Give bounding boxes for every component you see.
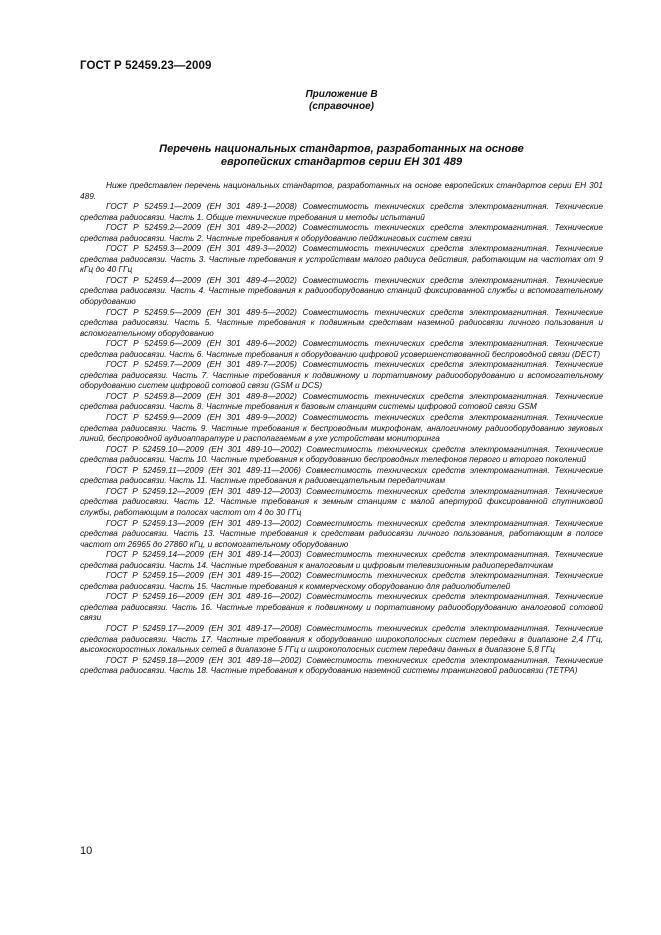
standard-entry: ГОСТ Р 52459.1—2009 (ЕН 301 489-1—2008) Совместимость технических средств электромагнитная. Технические средства радиосвязи. Часть 1. Общие технические требования и методы испытаний [80,201,603,222]
standard-entry: ГОСТ Р 52459.7—2009 (ЕН 301 489-7—2005) Совместимость технических средств электромагнитная. Технические средства радиосвязи. Часть 7. Частные требования к подвижному и портативному радиооборудованию и вспомогательному оборудованию систем цифровой сотовой связи (GSM и DCS) [80,359,603,391]
standard-entry: ГОСТ Р 52459.10—2009 (ЕН 301 489-10—2002) Совместимость технических средств электромагнитная. Технические средства радиосвязи. Часть 10. Частные требования к оборудованию беспроводных телефонов первого и второго поколений [80,443,603,465]
standard-entry: ГОСТ Р 52459.9—2009 (ЕН 301 489-9—2002) Совместимость технических средств электромагнитная. Технические средства радиосвязи. Часть 9. Частные требования к беспроводным микрофонам, аналогичному радиооборудованию звуковых линий, беспроводной аудиоаппаратуре и располагаемым в ухе устройствам мониторинга [80,412,603,444]
standard-entry: ГОСТ Р 52459.8—2009 (ЕН 301 489-8—2002) Совместимость технических средств электромагнитная. Технические средства радиосвязи. Часть 8. Частные требования к базовым станциям системы цифровой сотовой связи GSM [80,390,603,412]
document-title-line-1: Перечень национальных стандартов, разработанных на основе [159,143,524,155]
annex-title: Приложение В [305,89,378,100]
standard-entry: ГОСТ Р 52459.16—2009 (ЕН 301 489-16—2002) Совместимость технических средств электромагнитная. Технические средства радиосвязи. Часть 16. Частные требования к подвижному и портативному радиооборудованию аналоговой сотовой связи [80,591,603,623]
standard-entry: ГОСТ Р 52459.14—2009 (ЕН 301 489-14—2003) Совместимость технических средств электромагнитная. Технические средства радиосвязи. Часть 14. Частные требования к аналоговым и цифровым телевизионным радиопередатчикам [80,549,603,570]
standard-entry: ГОСТ Р 52459.6—2009 (ЕН 301 489-6—2002) Совместимость технических средств электромагнитная. Технические средства радиосвязи. Часть 6. Частные требования к оборудованию цифровой усовершенствованной беспроводной связи (DECT) [80,338,603,359]
standard-entry: ГОСТ Р 52459.12—2009 (ЕН 301 489-12—2003) Совместимость технических средств электромагнитная. Технические средства радиосвязи. Часть 12. Частные требования к земным станциям с малой апертурой фиксированной спутниковой службы, работающим в полосах частот от 4 до 30 ГГц [80,485,603,517]
standard-entry: ГОСТ Р 52459.3—2009 (ЕН 301 489-3—2002) Совместимость технических средств электромагнитная. Технические средства радиосвязи. Часть 3. Частные требования к устройствам малого радиуса действия, работающим на частотах от 9 кГц до 40 ГГц [80,243,603,275]
document-header-id: ГОСТ Р 52459.23—2009 [80,60,212,72]
document-title [80,143,603,169]
standard-entry: ГОСТ Р 52459.5—2009 (ЕН 301 489-5—2002) Совместимость технических средств электромагнитная. Технические средства радиосвязи. Часть 5. Частные требования к подвижным средствам наземной радиосвязи личного пользования и вспомогательному оборудованию [80,306,603,338]
annex-subtitle: (справочное) [309,101,374,112]
intro-paragraph: Ниже представлен перечень национальных стандартов, разработанных на основе европейских стандартов серии ЕН 301 489. [80,180,603,201]
standard-entry: ГОСТ Р 52459.15—2009 (ЕН 301 489-15—2002) Совместимость технических средств электромагнитная. Технические средства радиосвязи. Часть 15. Частные требования к коммерческому оборудованию для радиолюбителей [80,570,603,591]
standard-entry: ГОСТ Р 52459.17—2009 (ЕН 301 489-17—2008) Совместимость технических средств электромагнитная. Технические средства радиосвязи. Часть 17. Частные требования к оборудованию широкополосных систем передачи в диапазоне 2,4 ГГц, высокоскоростных локальных сетей в диапазоне 5 ГГц и широкополосных систем передачи данных в диапазоне 5,8 ГГц [80,622,603,655]
standard-entry: ГОСТ Р 52459.2—2009 (ЕН 301 489-2—2002) Совместимость технических средств электромагнитная. Технические средства радиосвязи. Часть 2. Частные требования к оборудованию пейджинговых систем связи [80,222,603,243]
document-title-line-2: европейских стандартов серии ЕН 301 489 [220,156,463,168]
standard-entry: ГОСТ Р 52459.13—2009 (ЕН 301 489-13—2002) Совместимость технических средств электромагнитная. Технические средства радиосвязи. Часть 13. Частные требования к средствам радиосвязи личного пользования, работающим в полосе частот от 26965 до 27860 кГц, и вспомогательному оборудованию [80,517,603,549]
standard-entry: ГОСТ Р 52459.11—2009 (ЕН 301 489-11—2006) Совместимость технических средств электромагнитная. Технические средства радиосвязи. Часть 11. Частные требования к радиовещательным передатчикам [80,464,603,486]
page-number: 10 [80,845,93,857]
standard-entry: ГОСТ Р 52459.18—2009 (ЕН 301 489-18—2002) Совместимость технических средств электромагнитная. Технические средства радиосвязи. Часть 18. Частные требования к оборудованию наземной системы транкинговой радиосвязи (ТЕТРА) [80,654,603,676]
standard-entry: ГОСТ Р 52459.4—2009 (ЕН 301 489-4—2002) Совместимость технических средств электромагнитная. Технические средства радиосвязи. Часть 4. Частные требования к радиооборудованию станций фиксированной службы и вспомогательному оборудованию [80,274,603,307]
document-body [80,180,603,676]
